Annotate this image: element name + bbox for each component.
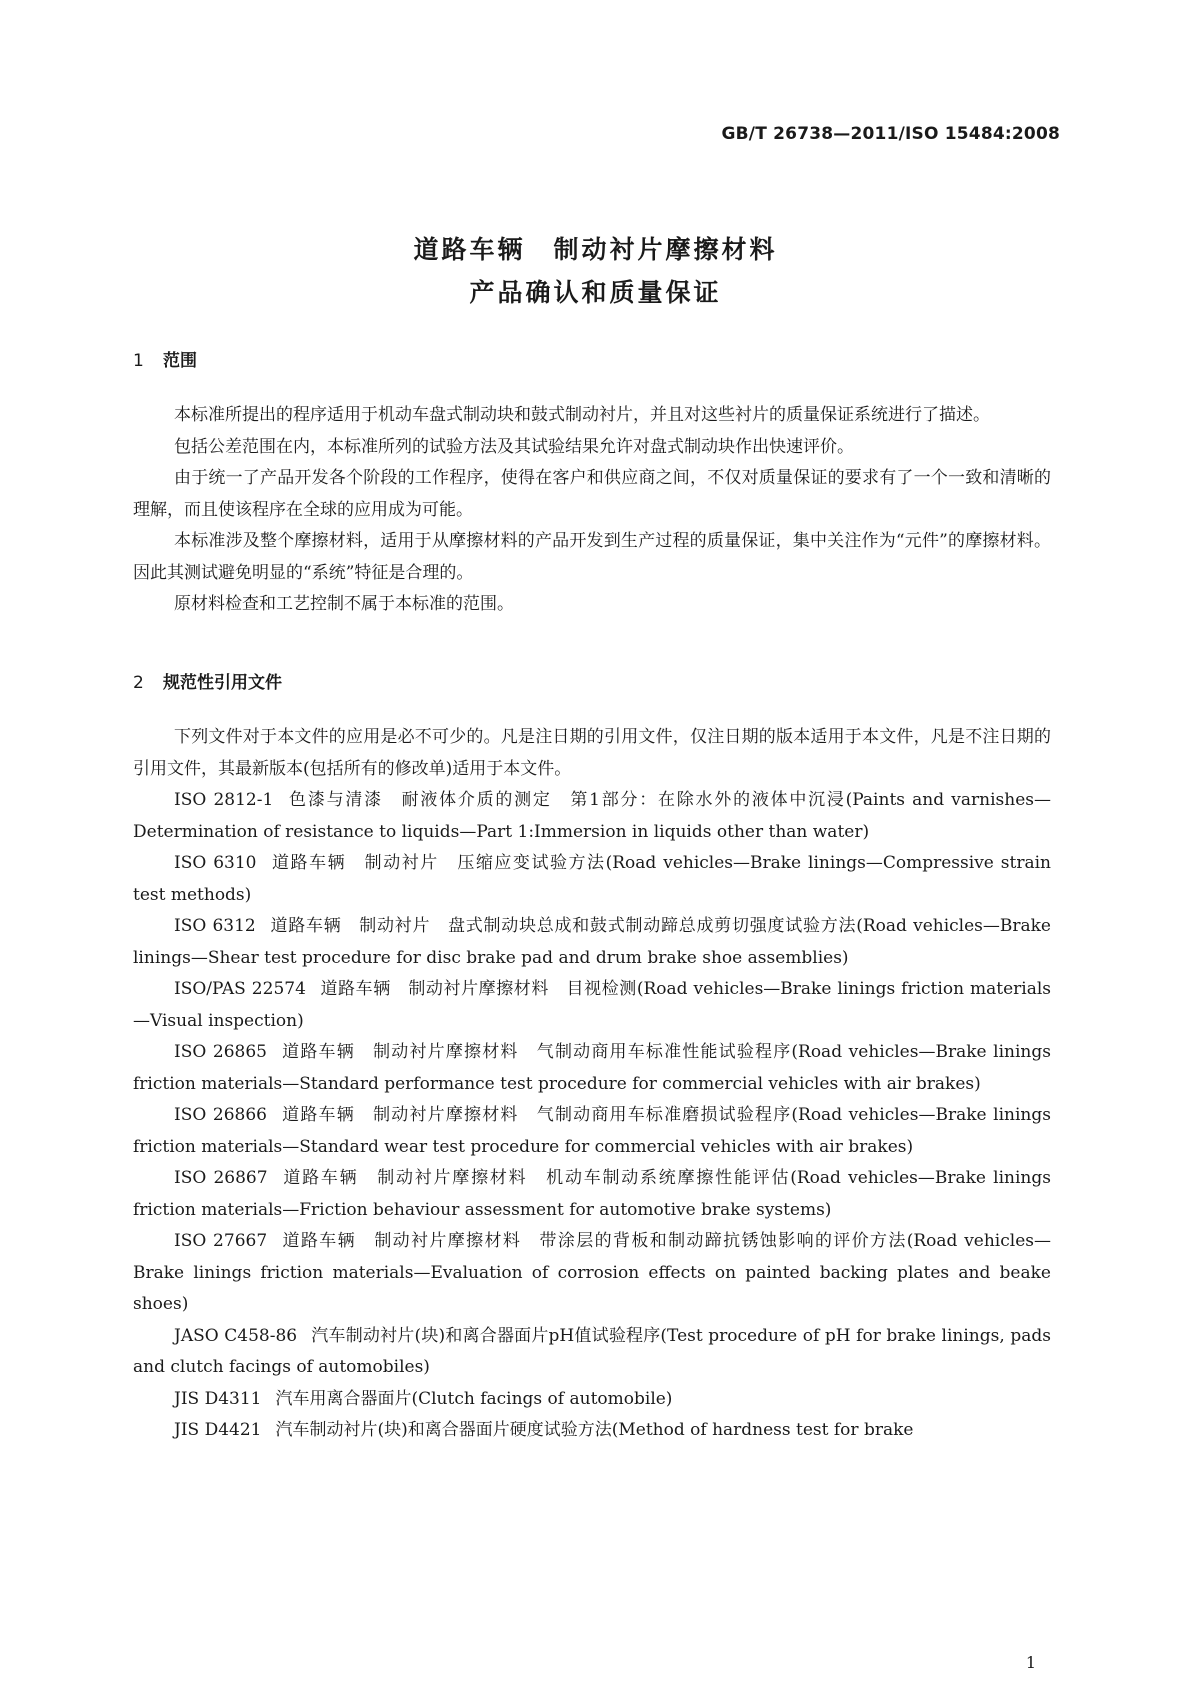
reference-text: 道路车辆 制动衬片 盘式制动块总成和鼓式制动蹄总成剪切强度试验方法(Road vehicles—Brake linings—Shear test procedure for disc brake pad and drum brake shoe assemblies) (133, 916, 1051, 968)
paragraph: 原材料检查和工艺控制不属于本标准的范围。 (174, 594, 514, 614)
reference-text: 汽车制动衬片(块)和离合器面片pH值试验程序(Test procedure of pH for brake linings, pads and clutch facings of automobiles) (133, 1325, 1051, 1377)
reference-item (133, 785, 1051, 848)
reference-code: JASO C458-86 (174, 1325, 298, 1346)
reference-text: 道路车辆 制动衬片摩擦材料 带涂层的背板和制动蹄抗锈蚀影响的评价方法(Road vehicles—Brake linings friction materials—Evaluation of corrosion effects on painted backing plates and beake shoes) (133, 1231, 1051, 1314)
paragraph: 本标准所提出的程序适用于机动车盘式制动块和鼓式制动衬片，并且对这些衬片的质量保证系统进行了描述。 (174, 405, 990, 425)
section-title: 规范性引用文件 (163, 673, 282, 693)
page-number: 1 (1025, 1653, 1036, 1672)
reference-item (133, 974, 1051, 1037)
reference-text: 汽车制动衬片(块)和离合器面片硬度试验方法(Method of hardness test for brake (275, 1420, 914, 1440)
document-title-line2: 产品确认和质量保证 (469, 278, 722, 307)
reference-item (133, 848, 1051, 911)
reference-text: 道路车辆 制动衬片摩擦材料 目视检测(Road vehicles—Brake linings friction materials—Visual inspection) (133, 979, 1052, 1031)
section-title: 范围 (163, 351, 197, 371)
section-number: 1 (133, 351, 144, 371)
reference-text: 道路车辆 制动衬片摩擦材料 机动车制动系统摩擦性能评估(Road vehicles—Brake linings friction materials—Friction behaviour assessment for automotive brake systems) (133, 1168, 1051, 1220)
reference-item (133, 1163, 1051, 1226)
paragraph: 下列文件对于本文件的应用是必不可少的。凡是注日期的引用文件，仅注日期的版本适用于本文件，凡是不注日期的引用文件，其最新版本(包括所有的修改单)适用于本文件。 (133, 727, 1051, 779)
reference-item (133, 1321, 1051, 1384)
reference-text: 色漆与清漆 耐液体介质的测定 第1部分：在除水外的液体中沉浸(Paints and varnishes—Determination of resistance to liquids—Part 1:Immersion in liquids other than water) (133, 790, 1052, 842)
reference-code: ISO 2812-1 (174, 790, 274, 810)
section-1-heading (133, 346, 197, 371)
reference-item (133, 1384, 1051, 1416)
document-title-line1: 道路车辆 制动衬片摩擦材料 (413, 235, 778, 264)
reference-code: JIS D4421 (174, 1420, 262, 1440)
reference-code: ISO/PAS 22574 (174, 979, 306, 999)
section-2-body (133, 722, 1051, 1447)
reference-code: ISO 6310 (174, 853, 257, 873)
paragraph: 包括公差范围在内，本标准所列的试验方法及其试验结果允许对盘式制动块作出快速评价。 (174, 436, 854, 457)
standard-code: GB/T 26738—2011/ISO 15484:2008 (721, 124, 1060, 144)
section-2-heading (133, 668, 282, 693)
reference-item (133, 1226, 1051, 1321)
reference-text: 汽车用离合器面片(Clutch facings of automobile) (275, 1388, 673, 1409)
reference-code: ISO 27667 (174, 1231, 268, 1251)
section-number: 2 (133, 673, 144, 693)
reference-text: 道路车辆 制动衬片 压缩应变试验方法(Road vehicles—Brake linings—Compressive strain test methods) (133, 853, 1051, 905)
reference-text: 道路车辆 制动衬片摩擦材料 气制动商用车标准磨损试验程序(Road vehicles—Brake linings friction materials—Standard wear test procedure for commercial vehicles with air brakes) (133, 1105, 1051, 1157)
reference-item (133, 1415, 1051, 1447)
paragraph: 由于统一了产品开发各个阶段的工作程序，使得在客户和供应商之间，不仅对质量保证的要求有了一个一致和清晰的理解，而且使该程序在全球的应用成为可能。 (133, 468, 1051, 520)
reference-text: 道路车辆 制动衬片摩擦材料 气制动商用车标准性能试验程序(Road vehicles—Brake linings friction materials—Standard performance test procedure for commercial vehicles with air brakes) (133, 1042, 1051, 1094)
reference-code: ISO 26865 (174, 1042, 267, 1062)
section-1-body (133, 400, 1051, 621)
reference-code: ISO 26867 (174, 1168, 268, 1188)
reference-code: ISO 26866 (174, 1105, 267, 1125)
reference-code: ISO 6312 (174, 916, 256, 936)
reference-item (133, 1100, 1051, 1163)
reference-code: JIS D4311 (174, 1388, 262, 1409)
reference-item (133, 911, 1051, 974)
reference-item (133, 1037, 1051, 1100)
paragraph: 本标准涉及整个摩擦材料，适用于从摩擦材料的产品开发到生产过程的质量保证，集中关注作为“元件”的摩擦材料。因此其测试避免明显的“系统”特征是合理的。 (133, 531, 1051, 583)
